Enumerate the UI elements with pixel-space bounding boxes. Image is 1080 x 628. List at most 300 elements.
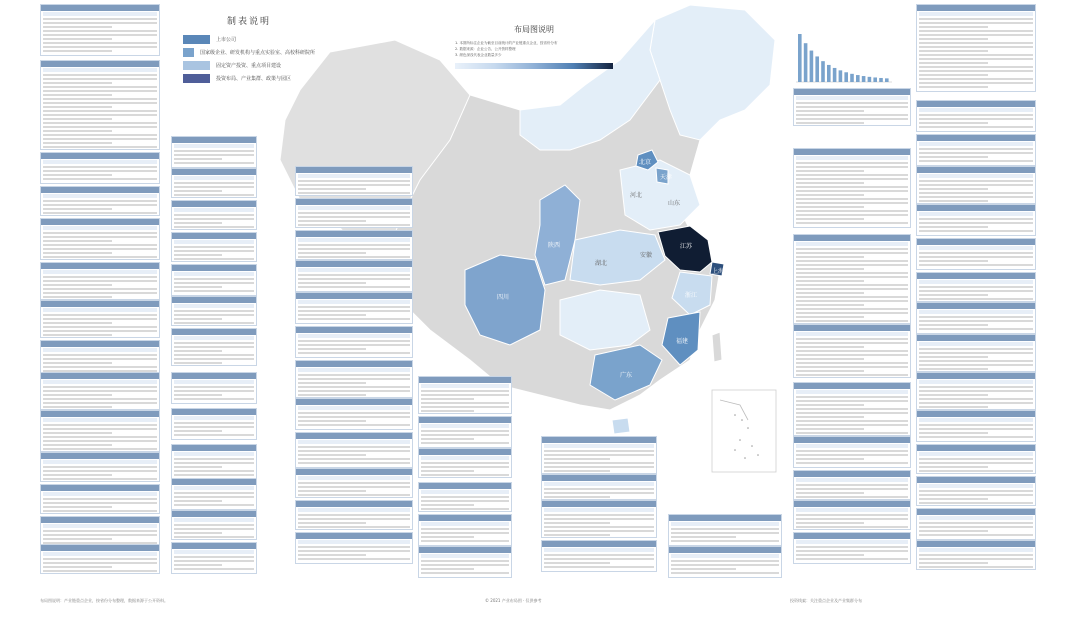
- info-panel-title-bar: [296, 167, 412, 173]
- info-panel-row: [298, 216, 410, 218]
- info-panel-row: [43, 240, 112, 242]
- info-panel-row: [174, 528, 254, 530]
- info-panel-subheader: [796, 156, 908, 160]
- info-panel-row: [919, 364, 1033, 366]
- info-panel-row: [43, 118, 112, 120]
- info-panel: [171, 200, 257, 230]
- info-panel: [171, 168, 257, 198]
- info-panel-row: [796, 346, 864, 348]
- info-panel-title-bar: [41, 301, 159, 307]
- info-panel-row: [298, 248, 410, 250]
- info-panel-row: [298, 318, 410, 320]
- info-panel: [916, 302, 1036, 334]
- info-panel-row: [174, 286, 222, 288]
- info-panel-row: [544, 566, 654, 568]
- info-panel-row: [43, 358, 157, 360]
- info-panel-row: [919, 264, 1033, 266]
- info-panel-title-bar: [917, 541, 1035, 547]
- info-panel: [916, 476, 1036, 506]
- info-panel-row: [298, 310, 410, 312]
- info-panel-row: [544, 558, 654, 560]
- info-panel: [793, 532, 911, 564]
- info-panel-row: [919, 522, 1033, 524]
- info-panel-row: [43, 276, 157, 278]
- info-panel-row: [43, 386, 157, 388]
- info-panel-row: [919, 324, 988, 326]
- info-panel-row: [298, 394, 366, 396]
- info-panel-row: [298, 278, 410, 280]
- info-panel: [916, 4, 1036, 92]
- info-panel-row: [298, 450, 410, 452]
- map-label-guangdong: 广东: [620, 372, 633, 379]
- info-panel-row: [421, 568, 474, 570]
- info-panel-row: [174, 492, 254, 494]
- info-panel-subheader: [919, 380, 1033, 384]
- info-panel-subheader: [796, 540, 908, 544]
- info-panel-title-bar: [419, 377, 511, 383]
- info-panel-row: [43, 46, 157, 48]
- info-panel-row: [298, 486, 410, 488]
- footer-center: © 2021 产业布局图 · 仅供参考: [485, 598, 542, 603]
- info-panel: [171, 328, 257, 366]
- info-panel-row: [796, 260, 908, 262]
- info-panel-row: [796, 166, 908, 168]
- info-panel-row: [919, 498, 988, 500]
- info-panel-title-bar: [172, 409, 256, 415]
- info-panel-title-bar: [296, 433, 412, 439]
- info-panel: [40, 152, 160, 184]
- info-panel-row: [43, 326, 157, 328]
- info-panel-subheader: [919, 516, 1033, 520]
- info-panel-title-bar: [669, 547, 781, 553]
- info-panel-title-bar: [542, 475, 656, 481]
- info-panel-subheader: [298, 476, 410, 480]
- info-panel-subheader: [298, 334, 410, 338]
- info-panel-title-bar: [41, 341, 159, 347]
- info-panel-subheader: [43, 552, 157, 556]
- info-panel-row: [43, 30, 157, 32]
- info-panel-row: [174, 462, 254, 464]
- info-panel-row: [796, 484, 908, 486]
- info-panel-row: [174, 154, 254, 156]
- info-panel-subheader: [919, 418, 1033, 422]
- info-panel-subheader: [298, 238, 410, 242]
- info-panel-row: [919, 286, 1033, 288]
- info-panel-row: [919, 38, 988, 40]
- info-panel-title-bar: [41, 485, 159, 491]
- info-panel-row: [919, 360, 1033, 362]
- info-panel-subheader: [421, 522, 509, 526]
- info-panel-row: [919, 462, 1033, 464]
- info-panel-row: [919, 122, 988, 124]
- mini-chart-bar: [810, 51, 814, 82]
- info-panel: [40, 484, 160, 514]
- info-panel-row: [298, 526, 410, 528]
- info-panel-row: [796, 350, 908, 352]
- info-panel-title-bar: [41, 453, 159, 459]
- info-panel-row: [298, 550, 410, 552]
- info-panel-row: [796, 296, 908, 298]
- info-panel-row: [796, 558, 908, 560]
- info-panel: [171, 232, 257, 262]
- info-panel-title-bar: [41, 545, 159, 551]
- info-panel: [916, 238, 1036, 270]
- info-panel-row: [919, 126, 1033, 128]
- info-panel-row: [43, 86, 157, 88]
- info-panel: [171, 296, 257, 326]
- info-panel-row: [43, 562, 157, 564]
- info-panel-row: [174, 222, 222, 224]
- mini-chart-bar: [844, 72, 848, 82]
- info-panel: [418, 482, 512, 512]
- info-panel-row: [796, 272, 908, 274]
- info-panel-row: [796, 550, 908, 552]
- info-panel-title-bar: [917, 335, 1035, 341]
- info-panel-row: [298, 378, 410, 380]
- mini-chart-bar: [862, 76, 866, 82]
- info-panel: [916, 166, 1036, 204]
- info-panel-row: [919, 562, 988, 564]
- map-label-sichuan: 四川: [497, 294, 510, 301]
- info-panel-subheader: [174, 550, 254, 554]
- info-panel-row: [919, 390, 1033, 392]
- info-panel-row: [796, 488, 908, 490]
- info-panel: [418, 416, 512, 448]
- info-panel-title-bar: [917, 509, 1035, 515]
- info-panel-row: [43, 448, 157, 450]
- info-panel-subheader: [298, 300, 410, 304]
- info-panel-title-bar: [917, 5, 1035, 11]
- info-panel-row: [43, 134, 157, 136]
- info-panel-row: [174, 466, 222, 468]
- info-panel-row: [174, 246, 254, 248]
- info-panel: [295, 326, 413, 358]
- info-panel-row: [174, 322, 254, 324]
- info-panel-row: [174, 556, 254, 558]
- info-panel-row: [174, 434, 254, 436]
- layout-note: [455, 24, 613, 106]
- info-panel-row: [796, 218, 864, 220]
- info-panel-subheader: [43, 308, 157, 312]
- info-panel-row: [298, 386, 410, 388]
- info-panel-subheader: [919, 174, 1033, 178]
- info-panel-row: [919, 386, 1033, 388]
- info-panel-row: [43, 406, 112, 408]
- info-panel-row: [174, 362, 222, 364]
- info-panel-row: [43, 354, 157, 356]
- info-panel-row: [919, 348, 1033, 350]
- info-panel-title-bar: [41, 61, 159, 67]
- mini-chart-bar: [821, 61, 825, 82]
- info-panel-row: [43, 470, 157, 472]
- info-panel-row: [796, 268, 864, 270]
- info-panel-title-bar: [296, 261, 412, 267]
- info-panel-subheader: [421, 384, 509, 388]
- info-panel-title-bar: [917, 239, 1035, 245]
- info-panel-row: [43, 330, 157, 332]
- info-panel-subheader: [174, 416, 254, 420]
- info-panel-title-bar: [794, 383, 910, 389]
- info-panel-row: [919, 70, 1033, 72]
- info-panel-row: [43, 280, 157, 282]
- info-panel-row: [544, 466, 654, 468]
- info-panel: [40, 4, 160, 56]
- info-panel-row: [919, 502, 1033, 504]
- info-panel-row: [43, 138, 157, 140]
- info-panel-title-bar: [917, 445, 1035, 451]
- info-panel-row: [796, 492, 864, 494]
- info-panel-row: [421, 564, 509, 566]
- info-panel-subheader: [919, 246, 1033, 250]
- info-panel-title-bar: [172, 329, 256, 335]
- info-panel-subheader: [919, 484, 1033, 488]
- info-panel-row: [174, 258, 254, 260]
- info-panel-row: [43, 102, 157, 104]
- info-panel-row: [671, 528, 779, 530]
- info-panel: [295, 500, 413, 530]
- info-panel-row: [919, 82, 1033, 84]
- info-panel-row: [919, 148, 1033, 150]
- info-panel-row: [174, 500, 222, 502]
- info-panel-row: [174, 194, 254, 196]
- info-panel-title-bar: [794, 325, 910, 331]
- info-panel-subheader: [43, 348, 157, 352]
- info-panel-row: [174, 398, 254, 400]
- legend: [183, 14, 315, 86]
- info-panel: [916, 410, 1036, 442]
- info-panel-row: [919, 118, 1033, 120]
- info-panel-row: [919, 156, 988, 158]
- info-panel: [295, 360, 413, 398]
- info-panel-row: [174, 394, 222, 396]
- info-panel: [793, 436, 911, 468]
- info-panel-row: [174, 278, 254, 280]
- info-panel-row: [174, 564, 222, 566]
- info-panel: [541, 540, 657, 572]
- info-panel: [916, 134, 1036, 166]
- map-label-beijing: 北京: [639, 159, 652, 166]
- info-panel-row: [43, 106, 112, 108]
- info-panel-row: [671, 540, 779, 542]
- info-panel-subheader: [298, 440, 410, 444]
- info-panel-row: [298, 522, 366, 524]
- info-panel-row: [174, 390, 254, 392]
- info-panel-row: [544, 522, 610, 524]
- mini-chart-bar: [833, 68, 837, 82]
- legend-swatch-0: [183, 35, 210, 44]
- info-panel-row: [796, 190, 908, 192]
- info-panel: [295, 398, 413, 430]
- info-panel-row: [298, 446, 410, 448]
- info-panel-row: [421, 532, 509, 534]
- info-panel: [916, 100, 1036, 132]
- info-panel: [295, 532, 413, 564]
- info-panel-row: [174, 422, 254, 424]
- info-panel-title-bar: [172, 201, 256, 207]
- info-panel: [295, 166, 413, 196]
- info-panel-subheader: [174, 336, 254, 340]
- info-panel-row: [544, 492, 654, 494]
- info-panel-row: [174, 190, 222, 192]
- info-panel-row: [919, 78, 1033, 80]
- info-panel-row: [919, 298, 1033, 300]
- info-panel-row: [919, 62, 988, 64]
- info-panel-row: [919, 66, 1033, 68]
- info-panel-title-bar: [917, 101, 1035, 107]
- info-panel-title-bar: [41, 517, 159, 523]
- info-panel-row: [919, 114, 1033, 116]
- info-panel-row: [174, 310, 254, 312]
- info-panel-row: [919, 50, 988, 52]
- info-panel-subheader: [544, 444, 654, 448]
- info-panel: [40, 452, 160, 482]
- info-panel-title-bar: [794, 89, 910, 95]
- info-panel-subheader: [421, 456, 509, 460]
- info-panel-row: [421, 406, 509, 408]
- info-panel-row: [544, 496, 610, 498]
- info-panel-row: [796, 304, 864, 306]
- info-panel-subheader: [796, 390, 908, 394]
- info-panel-row: [421, 398, 474, 400]
- info-panel-row: [421, 474, 509, 476]
- info-panel-row: [43, 362, 112, 364]
- layout-note-line: 2. 数据来源：企业公告、公开资料整理: [455, 47, 516, 51]
- info-panel-row: [421, 430, 509, 432]
- info-panel-row: [174, 504, 254, 506]
- info-panel-row: [43, 18, 157, 20]
- legend-item-3: [183, 72, 315, 85]
- info-panel-row: [796, 370, 864, 372]
- info-panel-row: [174, 314, 254, 316]
- info-panel-row: [796, 178, 908, 180]
- info-panel-row: [796, 264, 908, 266]
- footer-left: 布局图说明：产业链重点企业，按省份分布整理，数据来源于公开资料。: [40, 598, 168, 603]
- info-panel-row: [43, 436, 157, 438]
- info-panel-row: [43, 26, 112, 28]
- info-panel-title-bar: [917, 273, 1035, 279]
- info-panel-row: [919, 22, 1033, 24]
- info-panel-subheader: [43, 418, 157, 422]
- info-panel-row: [919, 290, 1033, 292]
- info-panel-row: [298, 184, 410, 186]
- info-panel-title-bar: [917, 411, 1035, 417]
- info-panel-row: [43, 292, 157, 294]
- info-panel-row: [43, 170, 157, 172]
- info-panel-row: [43, 394, 112, 396]
- info-panel-row: [919, 86, 988, 88]
- mini-chart-bar: [798, 34, 802, 82]
- info-panel-row: [43, 318, 157, 320]
- info-panel-row: [174, 560, 254, 562]
- info-panel-row: [796, 174, 908, 176]
- info-panel-row: [43, 204, 157, 206]
- info-panel-row: [919, 424, 1033, 426]
- info-panel: [171, 444, 257, 482]
- info-panel-subheader: [796, 96, 908, 100]
- info-panel-row: [43, 146, 157, 148]
- info-panel: [418, 376, 512, 414]
- info-panel-row: [43, 398, 157, 400]
- info-panel-row: [919, 554, 1033, 556]
- info-panel-row: [43, 22, 157, 24]
- info-panel-row: [544, 470, 610, 472]
- info-panel-row: [796, 106, 908, 108]
- info-panel-row: [43, 466, 157, 468]
- info-panel-subheader: [298, 174, 410, 178]
- info-panel-row: [796, 338, 908, 340]
- info-panel: [541, 500, 657, 538]
- info-panel-row: [298, 274, 410, 276]
- info-panel: [40, 218, 160, 260]
- info-panel: [40, 60, 160, 150]
- info-panel-row: [298, 220, 366, 222]
- info-panel-title-bar: [172, 479, 256, 485]
- info-panel-row: [544, 530, 654, 532]
- info-panel-subheader: [544, 482, 654, 486]
- info-panel-row: [919, 192, 1033, 194]
- info-panel: [40, 516, 160, 546]
- legend-label-0: 上市公司: [216, 37, 237, 43]
- info-panel-row: [421, 410, 474, 412]
- info-panel-row: [919, 230, 1033, 232]
- map-label-hebei: 河北: [630, 192, 643, 199]
- info-panel-row: [421, 470, 474, 472]
- info-panel-row: [796, 280, 864, 282]
- info-panel-row: [43, 570, 157, 572]
- info-panel: [541, 436, 657, 474]
- info-panel-row: [43, 432, 112, 434]
- gradient-scale-bar: [455, 63, 613, 69]
- info-panel: [668, 546, 782, 578]
- info-panel-row: [919, 42, 1033, 44]
- info-panel-row: [43, 444, 112, 446]
- info-panel-row: [298, 412, 410, 414]
- info-panel: [916, 508, 1036, 540]
- info-panel: [295, 198, 413, 228]
- info-panel: [793, 324, 911, 378]
- info-panel-row: [796, 122, 864, 124]
- info-panel-row: [174, 218, 254, 220]
- info-panel-row: [796, 182, 864, 184]
- info-panel-title-bar: [917, 373, 1035, 379]
- info-panel-subheader: [919, 548, 1033, 552]
- info-panel-title-bar: [41, 263, 159, 269]
- info-panel-row: [919, 558, 1033, 560]
- info-panel-row: [919, 30, 1033, 32]
- info-panel-row: [298, 558, 410, 560]
- info-panel-title-bar: [296, 533, 412, 539]
- mini-chart-bar: [879, 78, 883, 82]
- info-panel-subheader: [421, 424, 509, 428]
- info-panel-title-bar: [794, 471, 910, 477]
- info-panel-row: [919, 428, 1033, 430]
- info-panel-row: [671, 536, 736, 538]
- info-panel-title-bar: [41, 153, 159, 159]
- info-panel-row: [298, 348, 366, 350]
- info-panel-title-bar: [419, 547, 511, 553]
- info-panel-subheader: [43, 380, 157, 384]
- info-panel-row: [919, 226, 988, 228]
- info-panel-row: [919, 74, 988, 76]
- mini-chart-bar: [868, 77, 872, 82]
- legend-label-1: 国家级企业、研发机构与重点实验室、高校科研院所: [199, 50, 315, 56]
- info-panel-row: [421, 402, 509, 404]
- info-panel-row: [298, 224, 410, 226]
- info-panel-row: [174, 186, 254, 188]
- footer-right: 投资线索：关注重点企业及产业集群分布: [790, 598, 862, 603]
- info-panel: [171, 510, 257, 540]
- info-panel: [295, 468, 413, 498]
